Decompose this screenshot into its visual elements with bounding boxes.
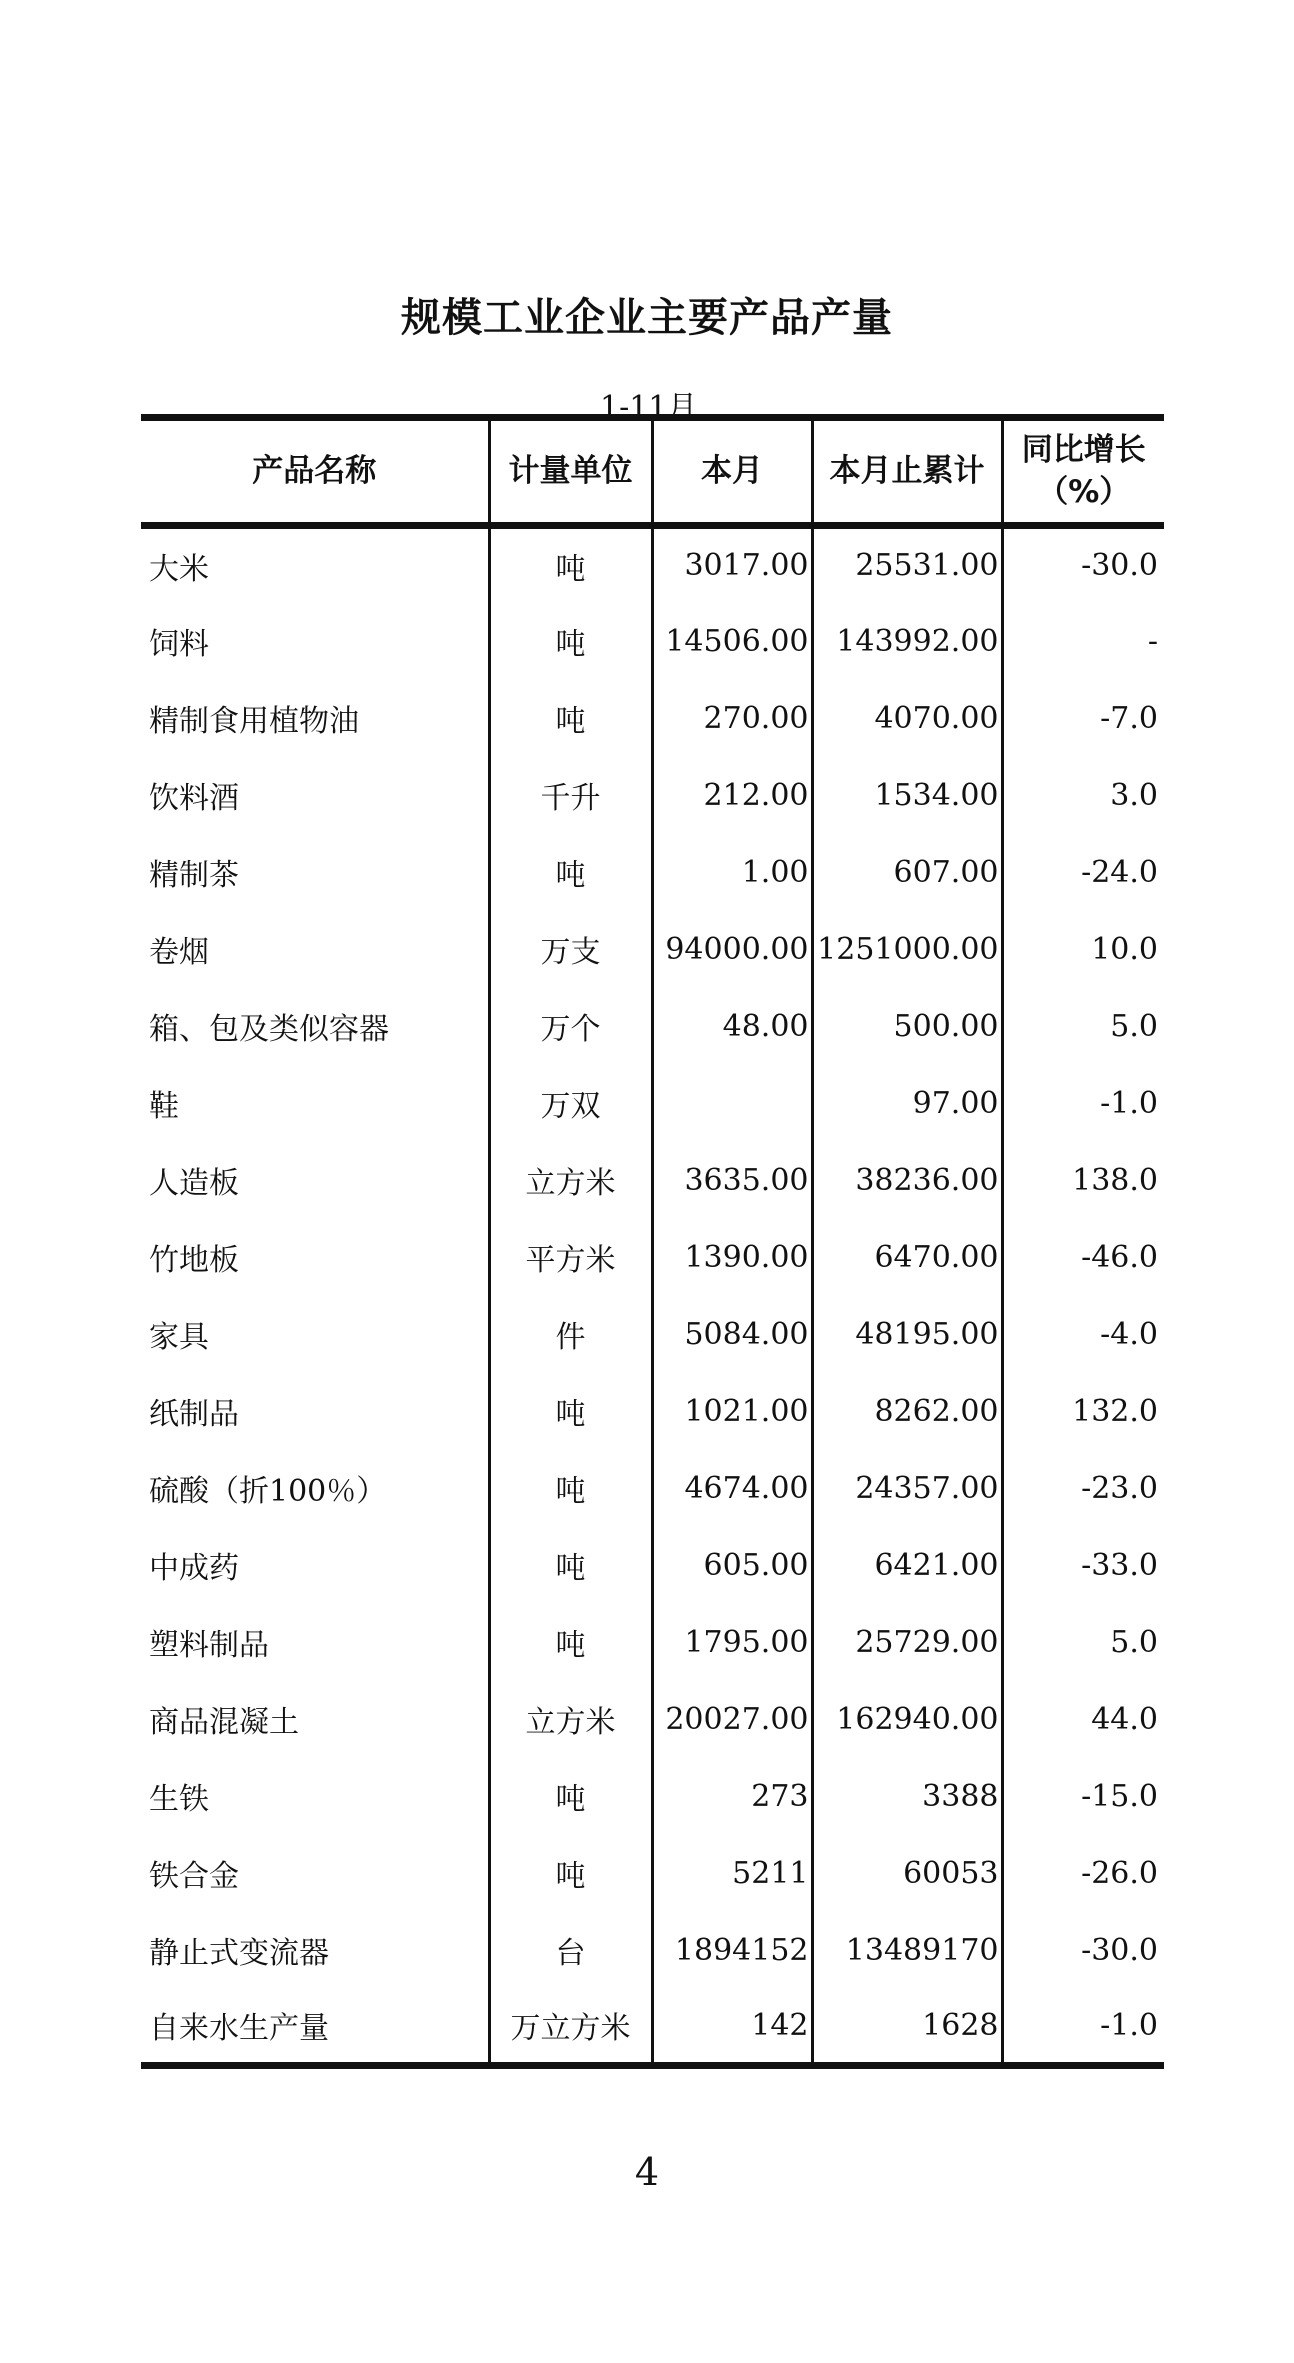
cell-cumulative-value: 6470.00 xyxy=(812,1219,1002,1296)
cell-unit: 吨 xyxy=(489,1604,652,1681)
cell-cumulative-value: 24357.00 xyxy=(812,1450,1002,1527)
cell-cumulative-value: 97.00 xyxy=(812,1065,1002,1142)
cell-product-name: 鞋 xyxy=(149,1089,179,1124)
header-yoy-line2: （%） xyxy=(1037,473,1131,510)
cell-month-value: 48.00 xyxy=(652,988,812,1065)
cell-product-name: 饲料 xyxy=(149,627,209,662)
cell-month-value: 270.00 xyxy=(652,680,812,757)
cell-month-value: 20027.00 xyxy=(652,1681,812,1758)
table-header xyxy=(141,418,1164,526)
cell-yoy-change: -1.0 xyxy=(1002,1989,1164,2066)
cell-cumulative-value: 48195.00 xyxy=(812,1296,1002,1373)
cell-month-value: 14506.00 xyxy=(652,603,812,680)
table-row xyxy=(141,1527,1164,1604)
period-label: 1-11月 xyxy=(600,390,698,425)
cell-product-name: 卷烟 xyxy=(149,935,209,970)
cell-month-value: 5084.00 xyxy=(652,1296,812,1373)
table-row xyxy=(141,1758,1164,1835)
cell-product-name: 中成药 xyxy=(149,1551,239,1586)
table-row xyxy=(141,680,1164,757)
table-row xyxy=(141,1681,1164,1758)
cell-month-value: 3635.00 xyxy=(652,1142,812,1219)
cell-cumulative-value: 1534.00 xyxy=(812,757,1002,834)
cell-unit: 平方米 xyxy=(489,1219,652,1296)
cell-product-name: 塑料制品 xyxy=(149,1628,269,1663)
cell-month-value: 1894152 xyxy=(652,1912,812,1989)
cell-product-name: 生铁 xyxy=(149,1782,209,1817)
cell-yoy-change: -30.0 xyxy=(1002,1912,1164,1989)
table-row xyxy=(141,1604,1164,1681)
cell-month-value: 4674.00 xyxy=(652,1450,812,1527)
cell-product-name: 饮料酒 xyxy=(149,781,239,816)
cell-cumulative-value: 38236.00 xyxy=(812,1142,1002,1219)
header-product-name: 产品名称 xyxy=(141,418,489,526)
product-output-table-wrapper xyxy=(141,414,1164,2069)
table-row xyxy=(141,1065,1164,1142)
cell-product-name: 箱、包及类似容器 xyxy=(149,1012,389,1047)
table-row xyxy=(141,1296,1164,1373)
page-number: 4 xyxy=(634,2150,660,2194)
cell-cumulative-value: 607.00 xyxy=(812,834,1002,911)
cell-yoy-change: -7.0 xyxy=(1002,680,1164,757)
header-cumulative: 本月止累计 xyxy=(812,418,1002,526)
table-row xyxy=(141,526,1164,603)
cell-unit: 吨 xyxy=(489,1835,652,1912)
cell-yoy-change: 44.0 xyxy=(1002,1681,1164,1758)
cell-cumulative-value: 4070.00 xyxy=(812,680,1002,757)
cell-yoy-change: -26.0 xyxy=(1002,1835,1164,1912)
cell-month-value: 605.00 xyxy=(652,1527,812,1604)
header-month: 本月 xyxy=(652,418,812,526)
table-row xyxy=(141,1835,1164,1912)
cell-cumulative-value: 3388 xyxy=(812,1758,1002,1835)
cell-yoy-change: -30.0 xyxy=(1002,526,1164,603)
cell-cumulative-value: 25531.00 xyxy=(812,526,1002,603)
cell-month-value: 273 xyxy=(652,1758,812,1835)
cell-month-value: 5211 xyxy=(652,1835,812,1912)
header-yoy-line1: 同比增长 xyxy=(1021,431,1146,468)
cell-yoy-change: 5.0 xyxy=(1002,988,1164,1065)
cell-month-value: 1.00 xyxy=(652,834,812,911)
cell-yoy-change: 10.0 xyxy=(1002,911,1164,988)
cell-product-name: 人造板 xyxy=(149,1166,239,1201)
table-row xyxy=(141,1912,1164,1989)
cell-month-value: 1021.00 xyxy=(652,1373,812,1450)
cell-yoy-change: - xyxy=(1002,603,1164,680)
cell-month-value: 212.00 xyxy=(652,757,812,834)
cell-product-name: 铁合金 xyxy=(149,1859,239,1894)
table-row xyxy=(141,911,1164,988)
cell-cumulative-value: 25729.00 xyxy=(812,1604,1002,1681)
cell-cumulative-value: 500.00 xyxy=(812,988,1002,1065)
table-row xyxy=(141,1989,1164,2066)
cell-yoy-change: 138.0 xyxy=(1002,1142,1164,1219)
product-output-table xyxy=(141,414,1164,2069)
cell-unit: 吨 xyxy=(489,834,652,911)
header-row xyxy=(141,418,1164,526)
header-yoy xyxy=(1002,418,1164,526)
cell-unit: 吨 xyxy=(489,1373,652,1450)
cell-unit: 吨 xyxy=(489,603,652,680)
cell-yoy-change: -24.0 xyxy=(1002,834,1164,911)
cell-product-name: 竹地板 xyxy=(149,1243,239,1278)
cell-unit: 立方米 xyxy=(489,1142,652,1219)
table-row xyxy=(141,1373,1164,1450)
table-row xyxy=(141,603,1164,680)
cell-product-name: 硫酸（折100％） xyxy=(149,1474,387,1509)
cell-cumulative-value: 8262.00 xyxy=(812,1373,1002,1450)
page-title: 规模工业企业主要产品产量 xyxy=(401,295,893,341)
cell-unit: 万立方米 xyxy=(489,1989,652,2066)
cell-yoy-change: 3.0 xyxy=(1002,757,1164,834)
cell-product-name: 静止式变流器 xyxy=(149,1936,329,1971)
cell-month-value: 1390.00 xyxy=(652,1219,812,1296)
table-row xyxy=(141,757,1164,834)
cell-product-name: 纸制品 xyxy=(149,1397,239,1432)
cell-cumulative-value: 6421.00 xyxy=(812,1527,1002,1604)
cell-yoy-change: -4.0 xyxy=(1002,1296,1164,1373)
cell-unit: 万支 xyxy=(489,911,652,988)
cell-month-value: 94000.00 xyxy=(652,911,812,988)
table-row xyxy=(141,1450,1164,1527)
table-row xyxy=(141,834,1164,911)
table-body xyxy=(141,526,1164,2066)
cell-unit: 吨 xyxy=(489,1527,652,1604)
cell-unit: 万双 xyxy=(489,1065,652,1142)
cell-yoy-change: 5.0 xyxy=(1002,1604,1164,1681)
cell-unit: 吨 xyxy=(489,680,652,757)
cell-cumulative-value: 13489170 xyxy=(812,1912,1002,1989)
cell-month-value: 1795.00 xyxy=(652,1604,812,1681)
cell-product-name: 商品混凝土 xyxy=(149,1705,299,1740)
table-row xyxy=(141,988,1164,1065)
cell-unit: 台 xyxy=(489,1912,652,1989)
cell-unit: 吨 xyxy=(489,526,652,603)
cell-unit: 千升 xyxy=(489,757,652,834)
table-row xyxy=(141,1219,1164,1296)
cell-cumulative-value: 60053 xyxy=(812,1835,1002,1912)
cell-yoy-change: -33.0 xyxy=(1002,1527,1164,1604)
cell-yoy-change: -46.0 xyxy=(1002,1219,1164,1296)
cell-unit: 件 xyxy=(489,1296,652,1373)
cell-product-name: 精制茶 xyxy=(149,858,239,893)
cell-yoy-change: -23.0 xyxy=(1002,1450,1164,1527)
cell-product-name: 自来水生产量 xyxy=(141,1989,489,2066)
cell-yoy-change: -15.0 xyxy=(1002,1758,1164,1835)
cell-unit: 吨 xyxy=(489,1758,652,1835)
cell-cumulative-value: 1628 xyxy=(812,1989,1002,2066)
cell-cumulative-value: 143992.00 xyxy=(812,603,1002,680)
cell-unit: 万个 xyxy=(489,988,652,1065)
cell-yoy-change: -1.0 xyxy=(1002,1065,1164,1142)
cell-month-value: 3017.00 xyxy=(652,526,812,603)
cell-unit: 立方米 xyxy=(489,1681,652,1758)
cell-cumulative-value: 162940.00 xyxy=(812,1681,1002,1758)
cell-product-name: 家具 xyxy=(149,1320,209,1355)
cell-product-name: 精制食用植物油 xyxy=(149,704,359,739)
cell-yoy-change: 132.0 xyxy=(1002,1373,1164,1450)
cell-product-name: 大米 xyxy=(149,551,209,587)
table-row xyxy=(141,1142,1164,1219)
cell-month-value: 142 xyxy=(652,1989,812,2066)
cell-unit: 吨 xyxy=(489,1450,652,1527)
cell-cumulative-value: 1251000.00 xyxy=(812,911,1002,988)
cell-month-value xyxy=(652,1065,812,1142)
header-unit: 计量单位 xyxy=(489,418,652,526)
